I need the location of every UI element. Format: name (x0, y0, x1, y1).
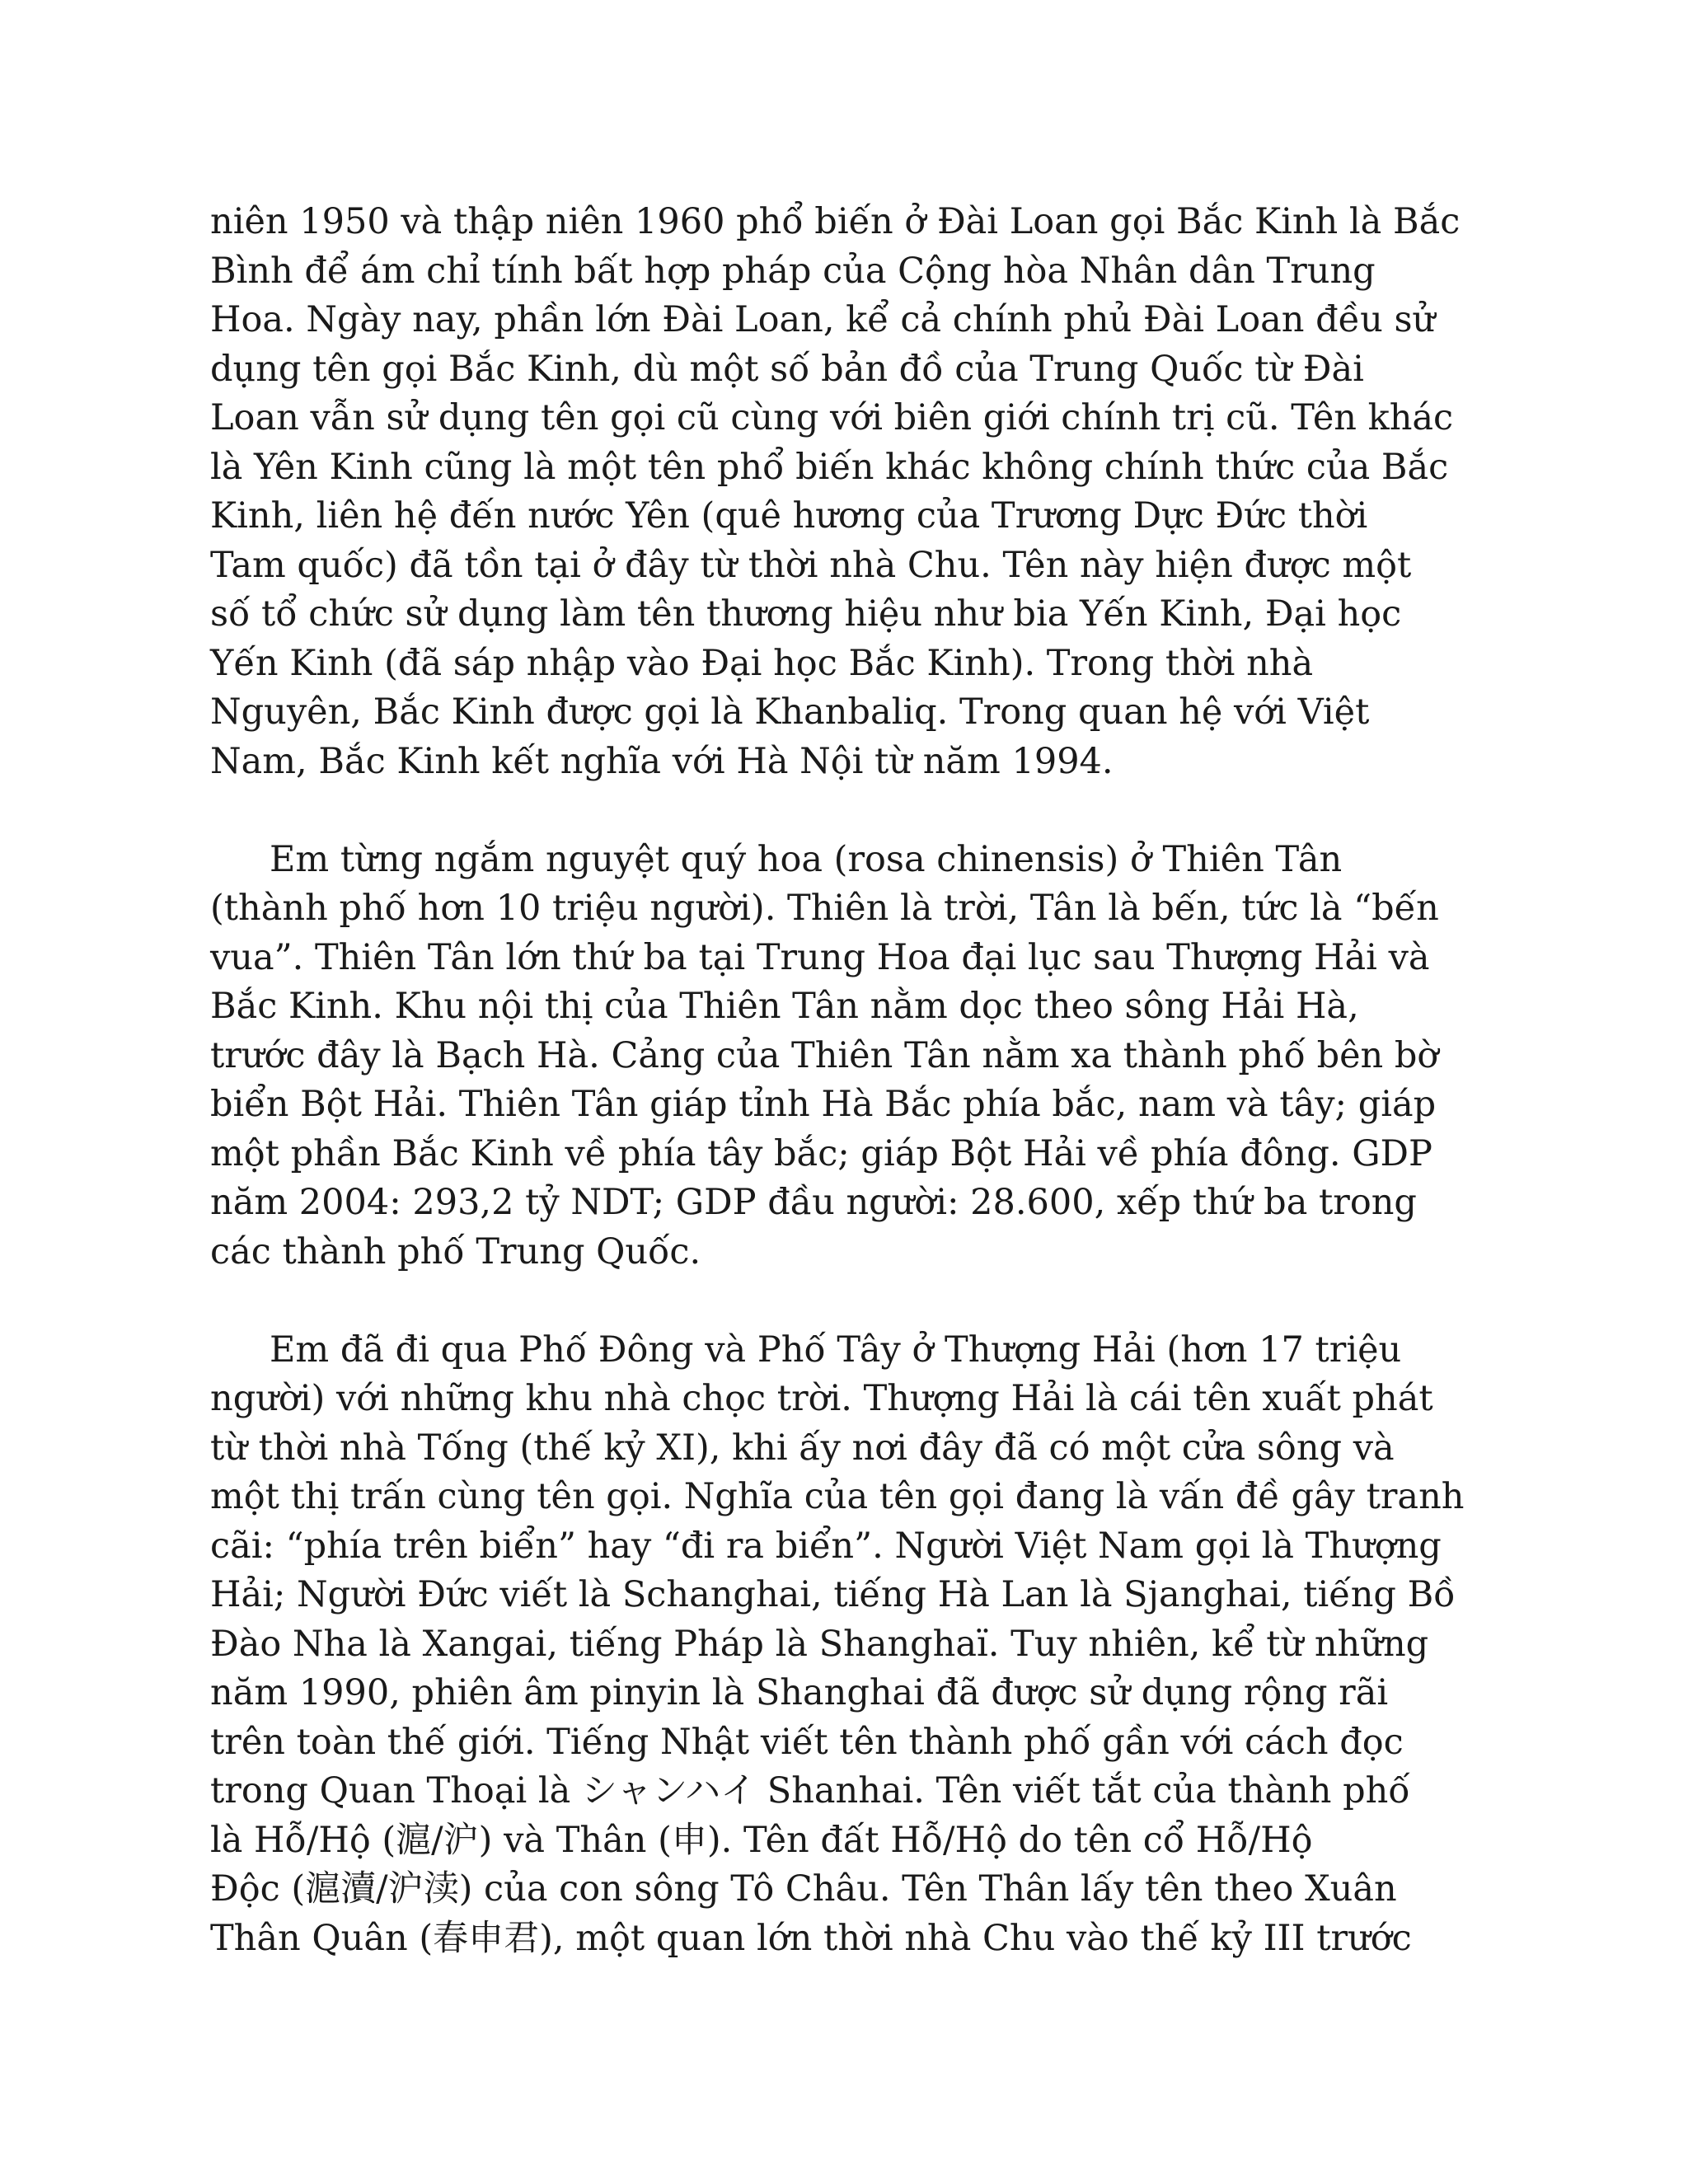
text-line: Nguyên, Bắc Kinh được gọi là Khanbaliq. Trong quan hệ với Việt (210, 691, 1370, 733)
paragraph-beijing-names (210, 198, 1463, 786)
text-line: Yến Kinh (đã sáp nhập vào Đại học Bắc Kinh). Trong thời nhà (210, 642, 1314, 684)
text-line: Em từng ngắm nguyệt quý hoa (rosa chinensis) ở Thiên Tân (270, 838, 1343, 880)
text-line: Bình để ám chỉ tính bất hợp pháp của Cộng hòa Nhân dân Trung (210, 250, 1376, 292)
text-line: năm 1990, phiên âm pinyin là Shanghai đã được sử dụng rộng rãi (210, 1672, 1389, 1713)
text-line: trên toàn thế giới. Tiếng Nhật viết tên thành phố gần với cách đọc (210, 1721, 1404, 1763)
text-line: năm 2004: 293,2 tỷ NDT; GDP đầu người: 28.600, xếp thứ ba trong (210, 1182, 1417, 1223)
paragraph-shanghai (210, 1326, 1463, 1964)
text-line: dụng tên gọi Bắc Kinh, dù một số bản đồ của Trung Quốc từ Đài (210, 348, 1364, 390)
text-line: Tam quốc) đã tồn tại ở đây từ thời nhà Chu. Tên này hiện được một (210, 544, 1412, 586)
document-text-body (210, 198, 1463, 1963)
text-line: Thân Quân (春申君), một quan lớn thời nhà Chu vào thế kỷ III trước (210, 1917, 1412, 1959)
text-line: Em đã đi qua Phố Đông và Phố Tây ở Thượng Hải (hơn 17 triệu (270, 1329, 1402, 1371)
text-line: Đào Nha là Xangai, tiếng Pháp là Shanghaï. Tuy nhiên, kể từ những (210, 1623, 1429, 1665)
paragraph-tianjin (210, 836, 1463, 1277)
text-line: Hoa. Ngày nay, phần lớn Đài Loan, kể cả chính phủ Đài Loan đều sử (210, 299, 1436, 340)
text-line: Nam, Bắc Kinh kết nghĩa với Hà Nội từ năm 1994. (210, 740, 1114, 782)
text-line: Hải; Người Đức viết là Schanghai, tiếng Hà Lan là Sjanghai, tiếng Bồ (210, 1574, 1456, 1615)
text-line: Kinh, liên hệ đến nước Yên (quê hương của Trương Dực Đức thời (210, 495, 1368, 537)
text-line: các thành phố Trung Quốc. (210, 1230, 701, 1272)
text-line: (thành phố hơn 10 triệu người). Thiên là trời, Tân là bến, tức là “bến (210, 888, 1439, 929)
text-line: một thị trấn cùng tên gọi. Nghĩa của tên gọi đang là vấn đề gây tranh (210, 1476, 1465, 1517)
text-line: Loan vẫn sử dụng tên gọi cũ cùng với biên giới chính trị cũ. Tên khác (210, 397, 1454, 438)
text-line: trước đây là Bạch Hà. Cảng của Thiên Tân nằm xa thành phố bên bờ (210, 1034, 1439, 1076)
text-line: niên 1950 và thập niên 1960 phổ biến ở Đài Loan gọi Bắc Kinh là Bắc (210, 201, 1461, 242)
text-line: là Yên Kinh cũng là một tên phổ biến khác không chính thức của Bắc (210, 446, 1449, 488)
text-line: biển Bột Hải. Thiên Tân giáp tỉnh Hà Bắc phía bắc, nam và tây; giáp (210, 1084, 1437, 1125)
text-line: trong Quan Thoại là シャンハイ Shanhai. Tên viết tắt của thành phố (210, 1770, 1410, 1811)
text-line: người) với những khu nhà chọc trời. Thượng Hải là cái tên xuất phát (210, 1378, 1433, 1419)
text-line: vua”. Thiên Tân lớn thứ ba tại Trung Hoa đại lục sau Thượng Hải và (210, 936, 1430, 978)
text-line: cãi: “phía trên biển” hay “đi ra biển”. Người Việt Nam gọi là Thượng (210, 1525, 1442, 1567)
text-line: Độc (滬瀆/沪渎) của con sông Tô Châu. Tên Thân lấy tên theo Xuân (210, 1868, 1397, 1910)
text-line: một phần Bắc Kinh về phía tây bắc; giáp Bột Hải về phía đông. GDP (210, 1132, 1432, 1174)
text-line: từ thời nhà Tống (thế kỷ XI), khi ấy nơi đây đã có một cửa sông và (210, 1427, 1395, 1469)
text-line: Bắc Kinh. Khu nội thị của Thiên Tân nằm dọc theo sông Hải Hà, (210, 986, 1359, 1027)
text-line: là Hỗ/Hộ (滬/沪) và Thân (申). Tên đất Hỗ/Hộ do tên cổ Hỗ/Hộ (210, 1819, 1313, 1861)
text-line: số tổ chức sử dụng làm tên thương hiệu như bia Yến Kinh, Đại học (210, 593, 1402, 635)
